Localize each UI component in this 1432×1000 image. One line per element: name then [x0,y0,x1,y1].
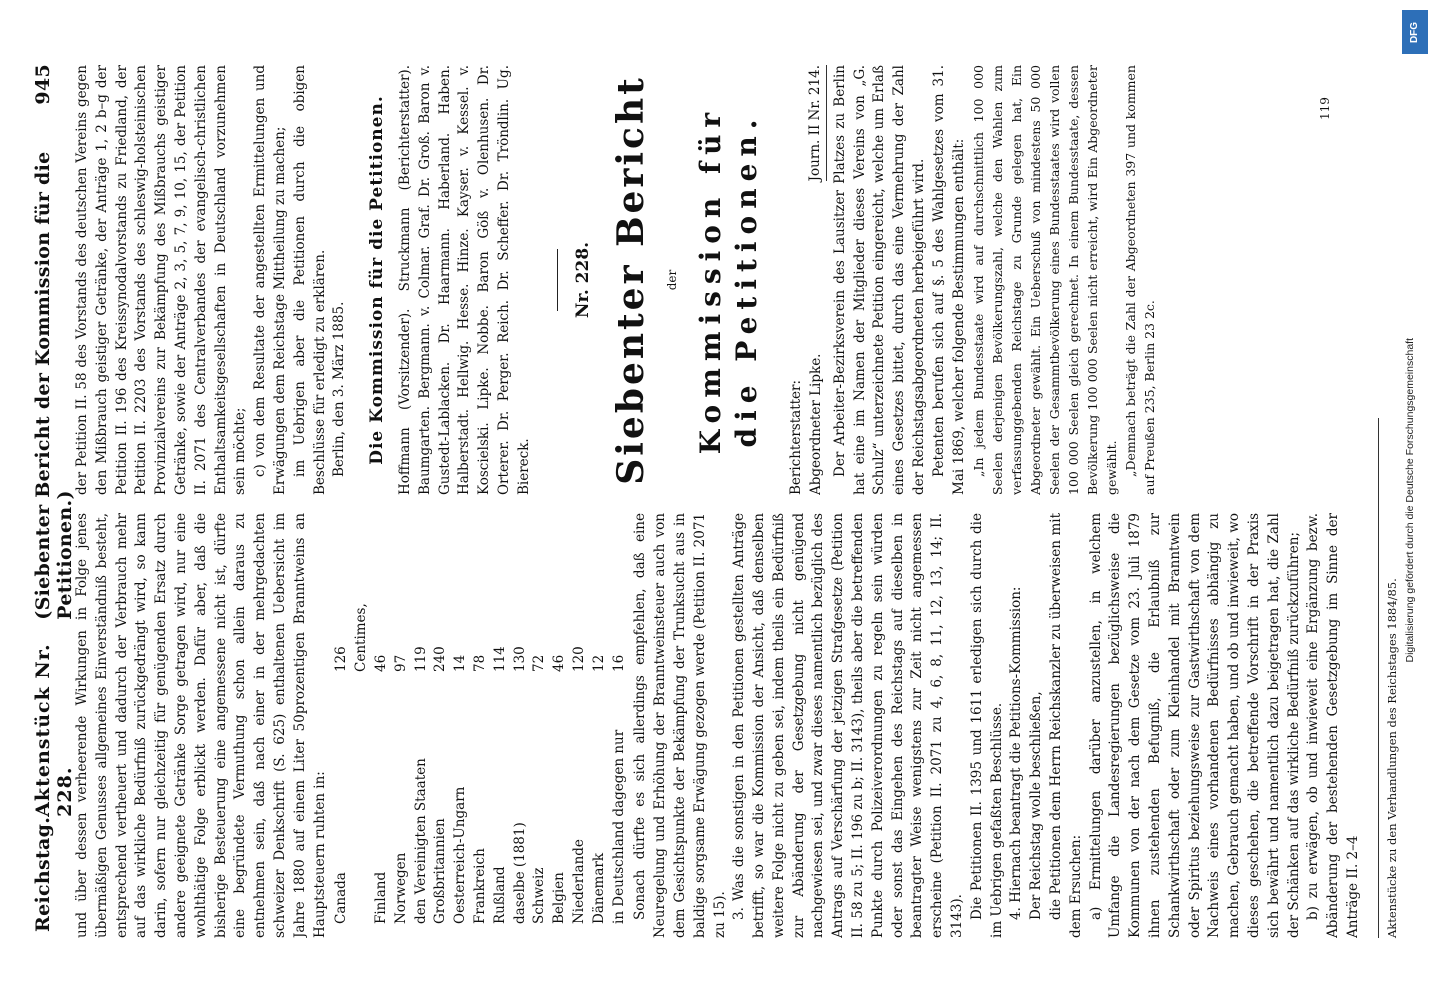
paragraph-petenten: Petenten berufen sich auf §. 5 des Wahlgesetzes vom 31. Mai 1869, welcher folgende Bestimmungen enthält: [930,65,967,495]
tax-table-row [412,594,432,924]
left-column [73,513,1378,938]
report-title-der: der [665,269,680,291]
tax-country: Finland [372,871,389,924]
tax-country: daselbe (1881) [511,822,528,924]
tax-country: in Deutschland dagegen nur [610,729,627,924]
reporter-label: Berichterstatter: [788,379,805,495]
header-left: Reichstag. [32,816,54,932]
journal-number: Journ. II Nr. 214. [806,65,827,181]
tax-value: 130 [511,646,528,672]
tax-country: Rußland [491,866,508,924]
tax-value: 46 [551,654,568,672]
tax-country: Oesterreich-Ungarn [452,786,469,924]
page-header [32,64,76,932]
tax-table-row [372,594,392,924]
tax-table-row [451,594,471,924]
paragraph-im-uebrigen: im Uebrigen aber die Petitionen durch die obigen Beschlüsse für erledigt zu erklären. [291,65,328,495]
paragraph-ueberweisen: die Petitionen dem Herrn Reichskanzler zu überweisen mit dem Ersuchen: [1048,513,1084,938]
tax-country: Großbritannien [432,818,449,924]
header-report-title: (Siebenter Bericht der Kommission für die Petitionen.) [32,151,76,620]
tax-value: 72 [531,654,548,672]
law-quote: „In jedem Bundesstaate wird auf durchschnittlich 100 000 Seelen derjenigen Bevölkerungszahl, welche den Wahlen zum verfassunggebenden Reichstage zu Grunde gelegen hat, Ein Abgeordneter gewählt. Ein Ueberschuß von mindestens 50 000 Seelen der Gesammtbevölkerung eines Bundesstaates wird vollen 100 000 Seelen gleich gerechnet. In einem Bundesstaate, dessen Bevölkerung 100 000 Seelen nicht erreicht, wird Ein Abgeordneter gewählt. [971,65,1120,495]
tax-country: Frankreich [471,848,488,924]
paragraph-sonach: Sonach dürfte es sich allerdings empfehlen, daß eine Neuregelung und Erhöhung der Branntweinsteuer auch von dem Gesichtspunkte der Bekämpfung der Trunksucht aus in baldige sorgsame Erwägung gezogen werde (Petition II. 2071 zu 15). [632,513,728,938]
signing-date: Berlin, den 3. März 1885. [331,301,348,477]
header-document-number: Aktenstück Nr. 228. [32,643,76,817]
tax-value: 114 [491,646,508,672]
commission-members: Hoffmann (Vorsitzender). Struckmann (Berichterstatter). Baumgarten. Bergmann. v. Colmar. Graf. Dr. Groß. Baron v. Gustedt-Lablacken. Dr. Haarmann. Haberland. Haben. Halberstadt. Hellwig. Hesse. Hinze. Kayser. v. Kessel. v. Koscielski. Lipke. Nobbe. Baron Göß v. Olenhusen. Dr. Orterer. Dr. Perger. Reich. Dr. Scheffer. Dr. Tröndlin. Ug. Biereck. [396,65,532,495]
tax-table-row [332,594,372,924]
tax-country: Belgien [551,872,568,924]
report-title-commission: Kommission für die Petitionen. [694,105,764,455]
paragraph-c: c) von dem Resultate der angestellten Ermittelungen und Erwägungen dem Reichstage Mittheilung zu machen; [252,65,288,495]
spirits-tax-table [332,594,629,924]
paragraph-petitionen: Die Petitionen II. 1395 und 1611 erledigen sich durch die im Uebrigen gefaßten Beschlüsse. [968,513,1005,938]
tax-table-row [392,594,412,924]
tax-country: Dänemark [590,852,607,924]
separator-rule [557,249,558,311]
tax-table-row [550,594,570,924]
paragraph-a: a) Ermittelungen darüber anzustellen, in welchem Umfange die Landesregierungen bezüglichsweise die Kommunen von der nach dem Gesetze vom 23. Juli 1879 ihnen zustehenden Befugniß, die Erlaubniß zur Schankwirthschaft oder zum Kleinhandel mit Branntwein oder Spiritus beziehungsweise zur Gastwirthschaft von dem Nachweis eines vorhandenen Bedürfnisses abhängig zu machen, Gebrauch gemacht haben, und ob und inwieweit, wo dieses geschehen, die betreffende Vorschrift in der Praxis sich bewährt und namentlich dazu beigetragen hat, die Zahl der Schänken auf das wirkliche Bedürfniß zurückzuführen; [1087,513,1302,938]
tax-table-row [590,594,610,924]
paragraph-4: 4. Hiernach beantragt die Petitions-Kommission: [1008,586,1025,920]
tax-value: 16 [610,654,627,672]
tax-value: 14 [452,654,469,672]
dfg-logo [1402,10,1428,54]
tax-value: 78 [471,654,488,672]
dfg-logo-text: DFG [1409,21,1421,43]
paragraph-reichstag: Der Reichstag wolle beschließen, [1028,691,1045,920]
tax-table-row [570,594,590,924]
tax-table-row [471,594,491,924]
tax-value: 120 [570,646,587,672]
paragraph-3: 3. Was die sonstigen in den Petitionen gestellten Anträge betrifft, so war die Kommission der Ansicht, daß denselben weitere Folge nicht zu geben sei, indem theils ein Bedürfniß zur Abänderung der Gesetzgebung nicht genügend nachgewiesen sei, und zwar dieses namentlich bezüglich des Antrags auf Verschärfung der jetzigen Strafgesetze (Petition II. 58 zu 5; II. 196 zu b; II. 3143), theils aber die betreffenden Punkte durch Polizeiverordnungen zu regeln sein würden oder sonst das Eingehen des Reichstags auf dieselben in beantragter Weise wenigstens zur Zeit nicht angemessen erscheine (Petition II. 2071 zu 4, 6, 8, 11, 12, 13, 14; II. 3143). [731,513,966,938]
tax-value: 97 [392,654,409,672]
document-number: Nr. 228. [572,241,593,319]
header-page-number: 945 [32,64,54,105]
tax-country: Canada [333,872,350,924]
commission-heading: Die Kommission für die Petitionen. [367,95,388,465]
right-column [73,65,1378,495]
tax-country: den Vereinigten Staaten [412,758,429,924]
tax-table-row [431,594,451,924]
paragraph-b: b) zu erwägen, ob und inwieweit eine Ergänzung bezw. Abänderung der bestehenden Gesetzgebung im Sinne der Anträge II. 2–4 [1305,513,1361,938]
tax-country: Norwegen [392,852,409,924]
tax-table-row [530,594,550,924]
tax-table-row [491,594,511,924]
footer: Aktenstücke zu den Verhandlungen des Reichstages 1884/85. [1378,418,1399,938]
digitization-strip [1394,10,1426,990]
tax-value: 12 [590,654,607,672]
tax-country: Niederlande [570,839,587,924]
continued-list: der Petition II. 58 des Vorstands des deutschen Vereins gegen den Mißbrauch geistiger Getränke, der Anträge 1, 2 b–g der Petition II. 196 des Kreissynodalvorstands zu Friedland, der Petition II. 2203 des Vorstands des schleswig-holsteinischen Provinzialvereins zur Bekämpfung des Mißbrauchs geistiger Getränke, sowie der Anträge 2, 3, 5, 7, 9, 10, 15, der Petition II. 2071 des Centralverbandes der evangelisch-christlichen Enthaltsamkeitsgesellschaften in Deutschland vorzunehmen sein möchte; [74,65,249,495]
tax-country: Schweiz [531,867,548,924]
tax-value: 126 Centimes, [333,603,370,672]
report-title: Siebenter Bericht [610,75,653,485]
reporter-name: Abgeordneter Lipke. [807,353,824,495]
tax-value: 46 [372,654,389,672]
reporter-block [787,354,827,495]
tax-table-row [610,594,630,924]
tax-value: 240 [432,646,449,672]
tax-table-row [511,594,531,924]
paragraph-arbeiter: Der Arbeiter-Bezirksverein des Lausitzer Platzes zu Berlin hat eine im Namen der Mitglieder dieses Vereins von „G. Schulz“ unterzeichnete Petition eingereicht, welche um Erlaß eines Gesetzes bittet, durch das eine Vermehrung der Zahl der Reichstagsabgeordneten herbeigeführt wird. [831,65,927,495]
law-quote-end: „Demnach beträgt die Zahl der Abgeordneten 397 und kommen auf Preußen 235, Berlin 23 2c. [1123,65,1158,495]
signature-number: 119 [1318,97,1332,120]
reporter-line [787,65,827,495]
digitization-note: Digitalisierung gefördert durch die Deutsche Forschungsgemeinschaft [1404,337,1416,663]
tax-value: 119 [412,646,429,672]
intro-paragraph: und über dessen verheerende Wirkungen in Folge jenes übermäßigen Genusses allgemeines Einverständniß besteht, entsprechend vertheuert und dadurch der Verbrauch mehr auf das wirkliche Bedürfniß zurückgedrängt wird, so kann darin, sofern nur gleichzeitig für genügenden Ersatz durch andere geeignete Getränke Sorge getragen wird, nur eine wohlthätige Folge erblickt werden. Dafür aber, daß die bisherige Besteuerung eine angemessene nicht ist, dürfte eine begründete Vermuthung schon allein daraus zu entnehmen sein, daß nach einer in der mehrgedachten schweizer Denkschrift (S. 625) enthaltenen Uebersicht im Jahre 1880 auf einem Liter 50prozentigen Branntweins an Hauptsteuern ruhten in: [74,513,328,938]
